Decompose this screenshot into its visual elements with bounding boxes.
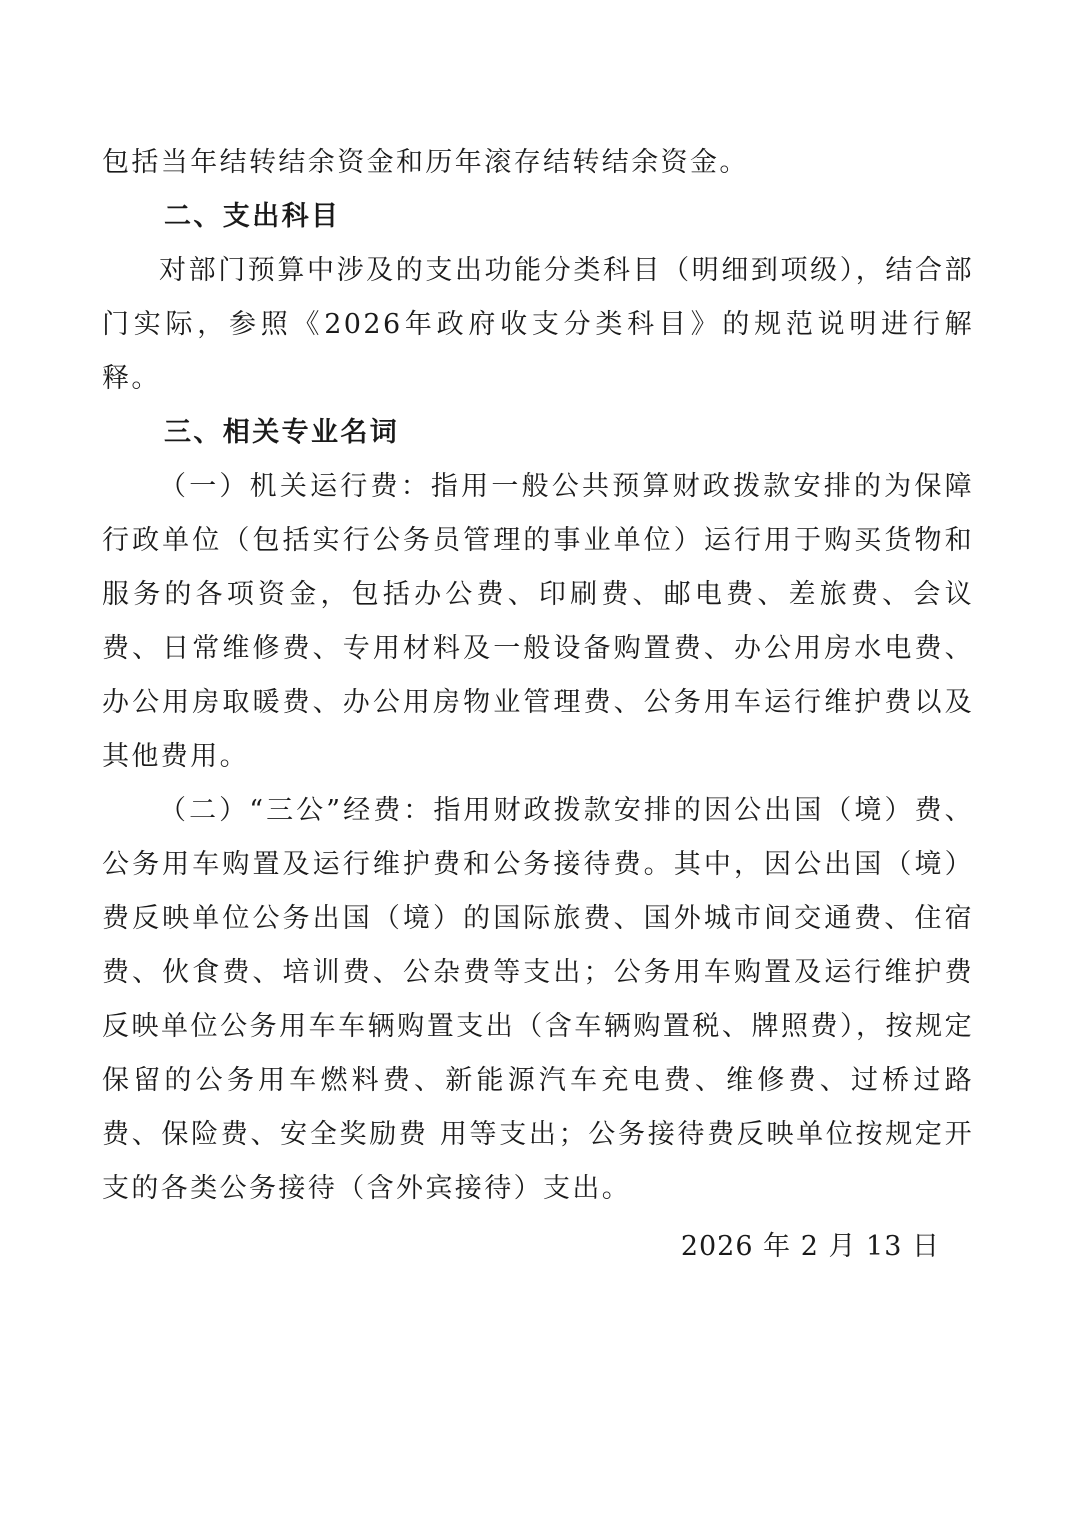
document-body: [102, 136, 974, 1216]
paragraph-carryover: 包括当年结转结余资金和历年滚存结转结余资金。: [102, 147, 749, 178]
document-date: 2026 年 2 月 13 日: [680, 1231, 940, 1262]
paragraph-expenditure-subjects: 对部门预算中涉及的支出功能分类科目（明细到项级），结合部门实际，参照《2026年政府收支分类科目》的规范说明进行解释。: [102, 255, 974, 394]
paragraph-term-operating-costs: （一）机关运行费：指用一般公共预算财政拨款安排的为保障行政单位（包括实行公务员管理的事业单位）运行用于购买货物和服务的各项资金，包括办公费、印刷费、邮电费、差旅费、会议费、日常维修费、专用材料及一般设备购置费、办公用房水电费、办公用房取暖费、办公用房物业管理费、公务用车运行维护费以及其他费用。: [102, 471, 974, 772]
paragraph-term-three-public-expenses: （二）“三公”经费：指用财政拨款安排的因公出国（境）费、公务用车购置及运行维护费和公务接待费。其中，因公出国（境）费反映单位公务出国（境）的国际旅费、国外城市间交通费、住宿费、伙食费、培训费、公杂费等支出；公务用车购置及运行维护费反映单位公务用车车辆购置支出（含车辆购置税、牌照费），按规定保留的公务用车燃料费、新能源汽车充电费、维修费、过桥过路费、保险费、安全奖励费 用等支出；公务接待费反映单位按规定开支的各类公务接待（含外宾接待）支出。: [102, 795, 974, 1204]
section-heading-related-terms: 三、相关专业名词: [164, 417, 400, 448]
section-heading-expenditure-subjects: 二、支出科目: [164, 201, 341, 232]
